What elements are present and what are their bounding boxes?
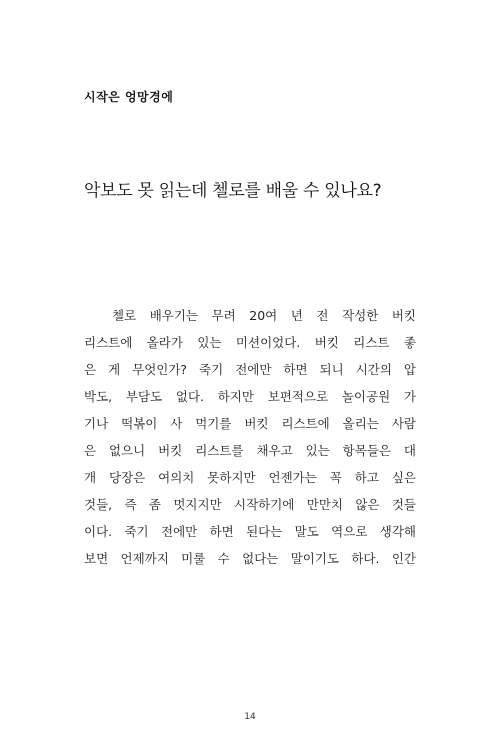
body-line: 은 게 무엇인가? 죽기 전에만 하면 되니 시간의 압: [84, 362, 416, 377]
body-line: 박도, 부담도 없다. 하지만 보편적으로 놀이공원 가: [84, 389, 416, 404]
page-number: 14: [244, 712, 256, 722]
body-line: 은 없으니 버킷 리스트를 채우고 있는 항목들은 대: [84, 443, 416, 458]
body-paragraph: [84, 302, 416, 572]
body-line: 보면 언제까지 미룰 수 없다는 말이기도 하다. 인간: [84, 551, 416, 566]
body-line: 첼로 배우기는 무려 20여 년 전 작성한 버킷: [112, 308, 416, 323]
body-line: 리스트에 올라가 있는 미션이었다. 버킷 리스트 좋: [84, 335, 416, 350]
body-line: 개 당장은 여의치 못하지만 언젠가는 꼭 하고 싶은: [84, 470, 416, 485]
body-line: 것들, 즉 좀 멋지지만 시작하기에 만만치 않은 것들: [84, 497, 416, 512]
body-line: 기나 떡볶이 사 먹기를 버킷 리스트에 올리는 사람: [84, 416, 416, 431]
section-title: 악보도 못 읽는데 첼로를 배울 수 있나요?: [84, 181, 382, 201]
chapter-heading: 시작은 엉망경에: [84, 90, 174, 104]
body-line: 이다. 죽기 전에만 하면 된다는 말도 역으로 생각해: [84, 524, 416, 539]
